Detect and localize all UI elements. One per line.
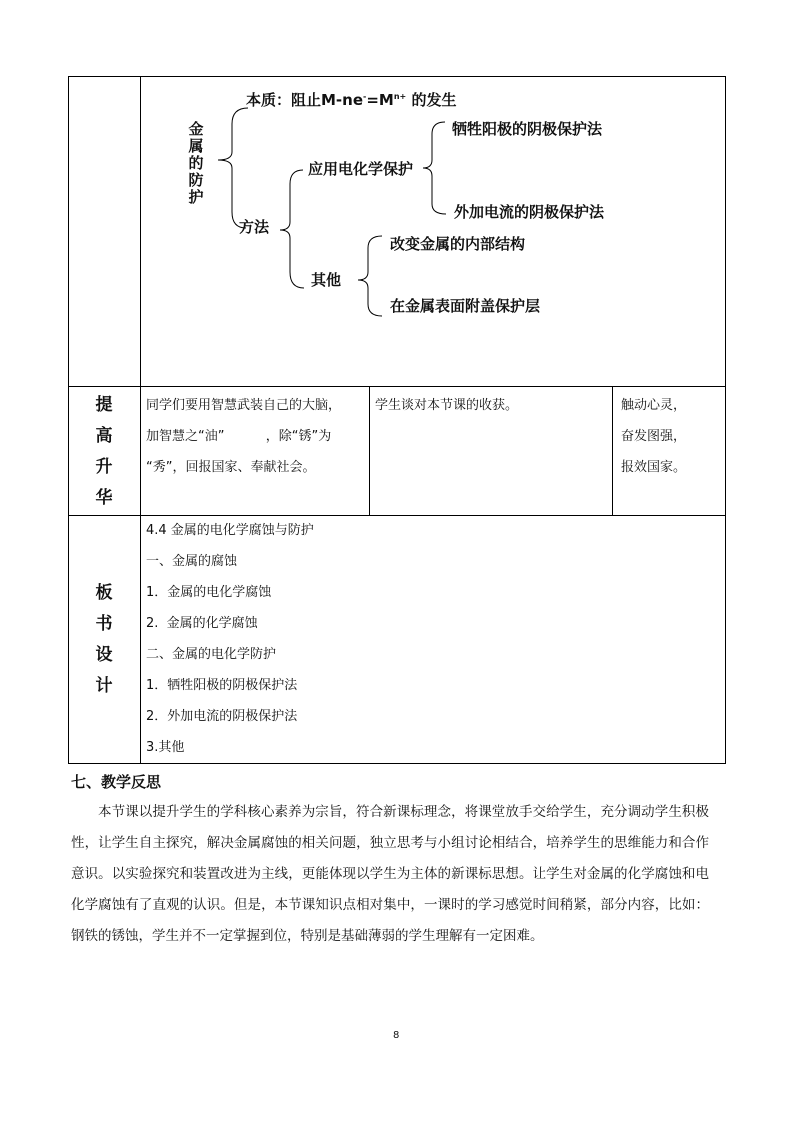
board-header-char: 计 xyxy=(95,676,113,696)
teacher-activity-line: “秀”，回报国家、奉献社会。 xyxy=(146,460,316,475)
raise-header-char: 华 xyxy=(95,488,113,508)
table-bottom-border xyxy=(68,763,726,764)
diagram-method-label: 方法 xyxy=(239,218,270,236)
design-intent-line: 触动心灵， xyxy=(621,398,687,413)
raise-header-char: 提 xyxy=(95,395,113,415)
column-divider-student xyxy=(369,386,370,516)
diagram-sacrificial-anode-label: 牺牲阳极的阴极保护法 xyxy=(452,120,603,138)
board-header-char: 设 xyxy=(95,645,113,665)
board-line: 2. 金属的化学腐蚀 xyxy=(146,616,258,631)
design-intent-line: 报效国家。 xyxy=(621,460,687,475)
board-header-char: 板 xyxy=(95,583,113,603)
diagram-other-label: 其他 xyxy=(311,271,342,289)
diagram-braces xyxy=(0,0,794,400)
board-header-char: 书 xyxy=(95,614,113,634)
diagram-electrochemical-label: 应用电化学保护 xyxy=(308,160,414,178)
diagram-coating-label: 在金属表面附盖保护层 xyxy=(390,297,541,315)
board-line: 4.4 金属的电化学腐蚀与防护 xyxy=(146,523,314,538)
design-intent-line: 奋发图强， xyxy=(621,429,687,444)
diagram-essence-label: 本质：阻止$M-ne^-=M^{n+}$ 的发生 xyxy=(246,91,457,109)
diagram-impressed-current-label: 外加电流的阴极保护法 xyxy=(454,203,605,221)
student-activity-cell: 学生谈对本节课的收获。 xyxy=(375,398,519,413)
raise-header-char: 升 xyxy=(95,457,113,477)
column-divider-intent xyxy=(612,386,613,516)
board-line: 1．牺牲阳极的阴极保护法 xyxy=(146,678,298,693)
diagram-internal-structure-label: 改变金属的内部结构 xyxy=(390,235,526,253)
reflection-paragraph: 本节课以提升学生的学科核心素养为宗旨，符合新课标理念，将课堂放手交给学生，充分调动学生积极性，让学生自主探究，解决金属腐蚀的相关问题，独立思考与小组讨论相结合，培养学生的思维能力和合作意识。以实验探究和装置改进为主线，更能体现以学生为主体的新课标思想。让学生对金属的化学腐蚀和电化学腐蚀有了直观的认识。但是，本节课知识点相对集中，一课时的学习感觉时间稍紧，部分内容，比如：钢铁的锈蚀，学生并不一定掌握到位，特别是基础薄弱的学生理解有一定困难。 xyxy=(71,804,709,944)
board-line: 2．外加电流的阴极保护法 xyxy=(146,709,298,724)
board-line: 3.其他 xyxy=(146,740,185,755)
page-number: 8 xyxy=(393,1030,400,1041)
reflection-title: 七、教学反思 xyxy=(71,773,162,791)
teacher-activity-line: 同学们要用智慧武装自己的大脑， xyxy=(146,398,342,413)
raise-header-char: 高 xyxy=(95,426,113,446)
teacher-activity-line: 加智慧之“油” ，除“锈”为 xyxy=(146,429,332,444)
diagram-root-label: 金属的防护 xyxy=(188,120,204,206)
board-line: 一、金属的腐蚀 xyxy=(146,554,238,569)
board-line: 1．金属的电化学腐蚀 xyxy=(146,585,272,600)
board-line: 二、金属的电化学防护 xyxy=(146,647,277,662)
